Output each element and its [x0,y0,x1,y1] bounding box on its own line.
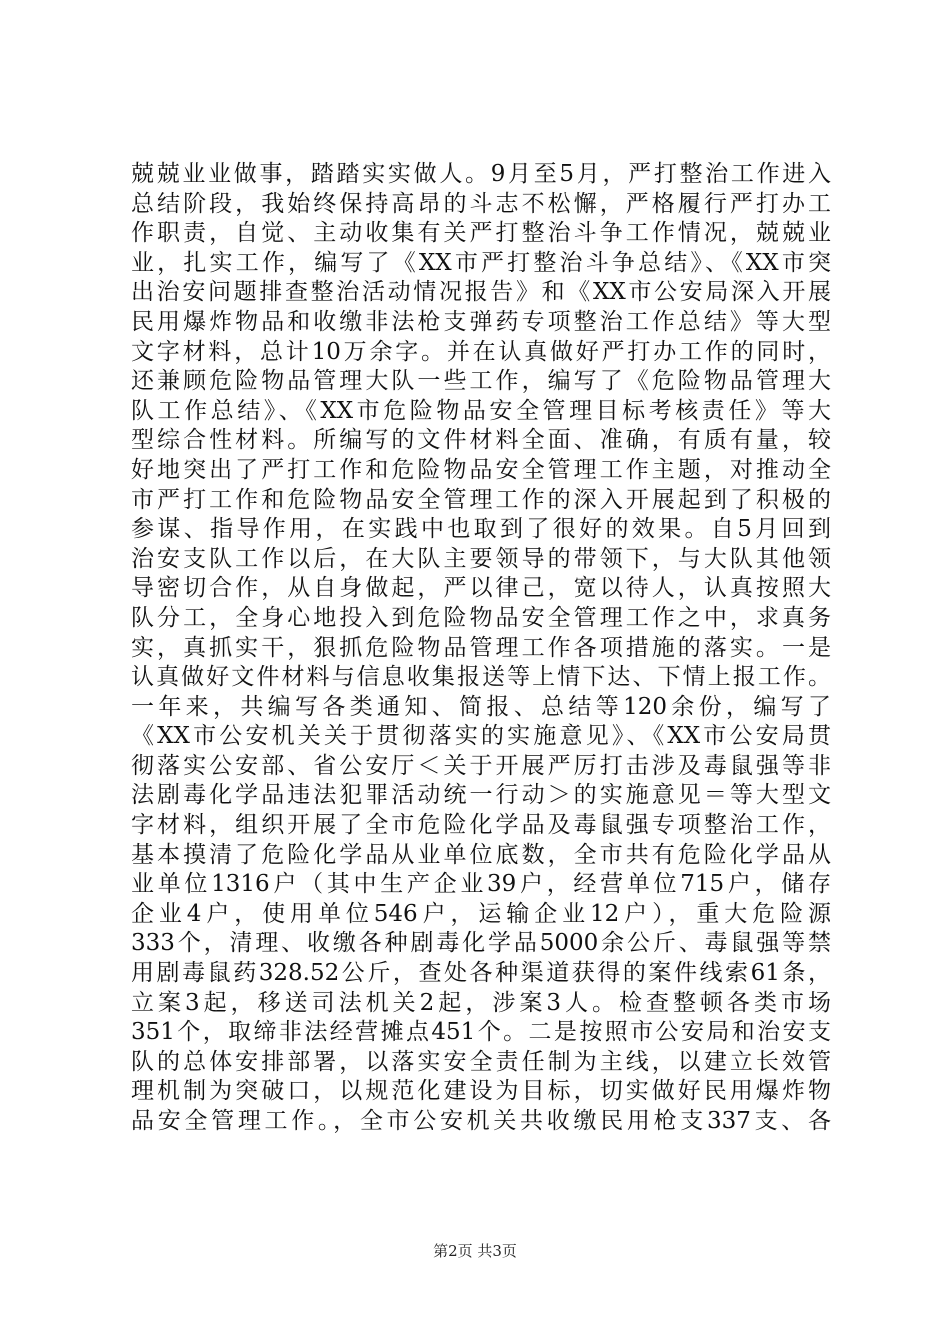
body-text [131,160,831,1137]
text-line: 基本摸清了危险化学品从业单位底数，全市共有危险化学品从 [131,841,831,868]
text-line: 治安支队工作以后，在大队主要领导的带领下，与大队其他领 [131,545,831,572]
text-line: 型综合性材料。所编写的文件材料全面、准确，有质有量，较 [131,427,831,454]
text-line: 业，扎实工作，编写了《XX市严打整治斗争总结》、《XX市突 [131,249,831,276]
text-line: 理机制为突破口，以规范化建设为目标，切实做好民用爆炸物 [131,1078,831,1105]
text-line: 业单位1316户（其中生产企业39户，经营单位715户，储存 [131,871,831,898]
text-line: 兢兢业业做事，踏踏实实做人。9月至5月，严打整治工作进入 [131,161,831,187]
text-line: 用剧毒鼠药328.52公斤，查处各种渠道获得的案件线索61条， [131,960,831,987]
text-line: 市严打工作和危险物品安全管理工作的深入开展起到了积极的 [131,486,831,513]
text-line: 队工作总结》、《XX市危险物品安全管理目标考核责任》等大 [131,397,831,424]
text-line: 立案3起，移送司法机关2起，涉案3人。检查整顿各类市场 [131,989,831,1016]
text-line: 作职责，自觉、主动收集有关严打整治斗争工作情况，兢兢业 [131,220,831,247]
text-line: 导密切合作，从自身做起，严以律己，宽以待人，认真按照大 [131,575,831,602]
text-line: 实，真抓实干，狠抓危险物品管理工作各项措施的落实。一是 [131,634,831,661]
text-line: 队分工，全身心地投入到危险物品安全管理工作之中，求真务 [131,604,831,631]
text-line: 一年来，共编写各类通知、简报、总结等120余份，编写了 [131,693,831,720]
text-line: 351个，取缔非法经营摊点451个。二是按照市公安局和治安支 [131,1019,831,1046]
text-line: 民用爆炸物品和收缴非法枪支弹药专项整治工作总结》等大型 [131,308,831,335]
text-line: 《XX市公安机关关于贯彻落实的实施意见》、《XX市公安局贯 [131,723,831,750]
text-line: 好地突出了严打工作和危险物品安全管理工作主题，对推动全 [131,456,831,483]
text-line: 字材料，组织开展了全市危险化学品及毒鼠强专项整治工作， [131,812,831,839]
text-line: 彻落实公安部、省公安厅＜关于开展严厉打击涉及毒鼠强等非 [131,752,831,779]
text-line: 333个，清理、收缴各种剧毒化学品5000余公斤、毒鼠强等禁 [131,930,831,957]
text-line: 队的总体安排部署，以落实安全责任制为主线，以建立长效管 [131,1048,831,1075]
text-line: 品安全管理工作。，全市公安机关共收缴民用枪支337支、各 [131,1108,831,1134]
text-line: 出治安问题排查整治活动情况报告》和《XX市公安局深入开展 [131,279,831,306]
text-line: 认真做好文件材料与信息收集报送等上情下达、下情上报工作。 [131,664,831,691]
page-footer: 第2页 共3页 [433,1242,517,1260]
text-line: 参谋、指导作用，在实践中也取到了很好的效果。自5月回到 [131,516,831,543]
text-line: 法剧毒化学品违法犯罪活动统一行动＞的实施意见＝等大型文 [131,782,831,809]
text-line: 企业4户，使用单位546户，运输企业12户），重大危险源 [131,900,831,927]
text-line: 还兼顾危险物品管理大队一些工作，编写了《危险物品管理大 [131,368,831,395]
text-line: 总结阶段，我始终保持高昂的斗志不松懈，严格履行严打办工 [131,190,831,217]
text-line: 文字材料，总计10万余字。并在认真做好严打办工作的同时， [131,338,831,365]
